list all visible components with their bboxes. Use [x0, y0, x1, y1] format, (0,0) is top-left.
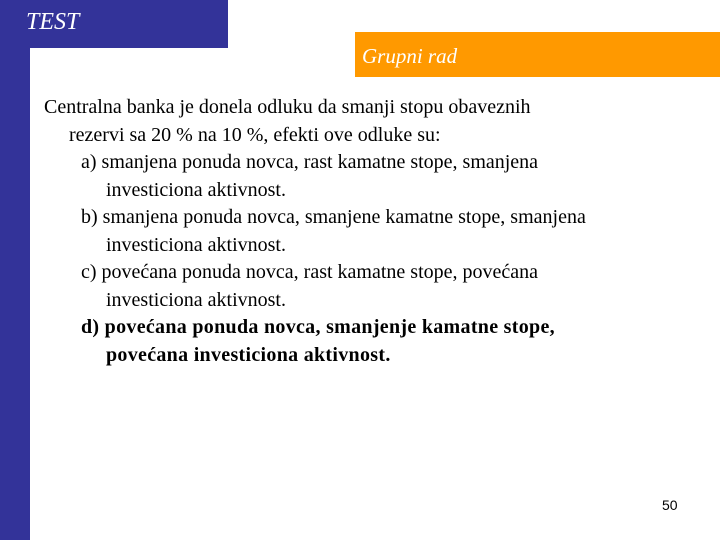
- question-line-1: Centralna banka je donela odluku da smanji stopu obaveznih: [44, 96, 531, 118]
- answer-c-line-2: investiciona aktivnost.: [106, 288, 286, 311]
- slide-body: [44, 94, 704, 369]
- left-accent-bar: [0, 0, 30, 540]
- answer-d-line-1: d) povećana ponuda novca, smanjenje kamatne stope,: [81, 316, 555, 338]
- answer-b-line-1: b) smanjena ponuda novca, smanjene kamatne stope, smanjena: [81, 206, 586, 228]
- section-label: Grupni rad: [362, 44, 458, 68]
- answer-b-line-2: investiciona aktivnost.: [106, 233, 286, 256]
- answer-a-line-2: investiciona aktivnost.: [106, 178, 286, 201]
- question-line-2: rezervi sa 20 % na 10 %, efekti ove odluke su:: [69, 123, 441, 146]
- page-number: 50: [662, 497, 678, 513]
- slide-header-title: TEST: [26, 9, 80, 35]
- answer-a-line-1: a) smanjena ponuda novca, rast kamatne stope, smanjena: [81, 151, 539, 173]
- answer-d-line-2: povećana investiciona aktivnost.: [106, 343, 391, 366]
- answer-c-line-1: c) povećana ponuda novca, rast kamatne stope, povećana: [81, 261, 539, 283]
